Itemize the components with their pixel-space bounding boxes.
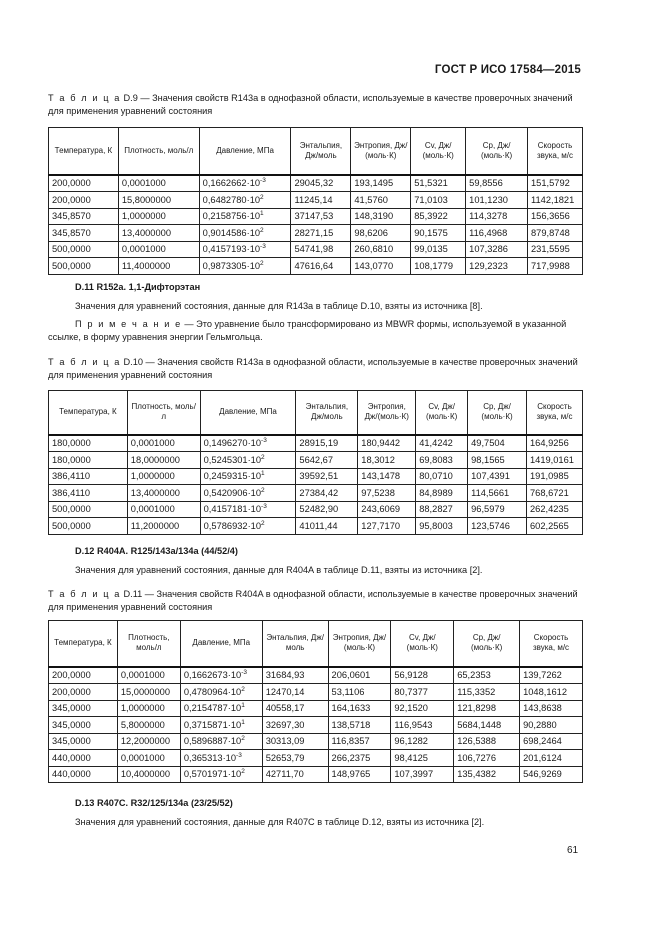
table-cell: 18,0000000 — [127, 452, 200, 469]
pressure-exponent: 2 — [261, 486, 265, 494]
note-label: П р и м е ч а н и е — [75, 319, 182, 329]
table-cell: 139,7262 — [520, 667, 583, 684]
table-cell: 11,2000000 — [127, 518, 200, 535]
table-cell: 164,1633 — [328, 700, 391, 717]
pressure-mantissa: 0,4157193·10 — [202, 244, 261, 255]
table-cell: 5684,1448 — [454, 717, 520, 734]
column-header: Плотность, моль/л — [117, 621, 180, 667]
table-cell: 47616,64 — [291, 258, 351, 275]
column-header: Температура, К — [49, 128, 119, 175]
table-cell: 143,1478 — [358, 468, 416, 485]
table-cell: 52482,90 — [296, 501, 358, 518]
table-cell: 41,5760 — [351, 192, 411, 209]
table-cell: 126,5388 — [454, 733, 520, 750]
column-header: Скорость звука, м/с — [528, 128, 583, 175]
table-d10-caption-text: D.10 — Значения свойств R143a в однофазной области, используемые в качестве проверочных значений для применения уравнений состояния — [48, 357, 578, 380]
table-cell: 37147,53 — [291, 208, 351, 225]
table-cell: 717,9988 — [528, 258, 583, 275]
note-text: — Это уравнение было трансформировано из MBWR формы, используемой в указанной ссылке, в форму уравнения энергии Гельмгольца. — [48, 319, 567, 342]
table-cell: 39592,51 — [296, 468, 358, 485]
table-cell: 88,2827 — [416, 501, 468, 518]
column-header: Cp, Дж/ (моль·К) — [468, 391, 527, 435]
table-cell: 95,8003 — [416, 518, 468, 535]
table-cell: 127,7170 — [358, 518, 416, 535]
column-header: Энтальпия, Дж/моль — [291, 128, 351, 175]
table-row — [49, 700, 583, 717]
table-cell: 440,0000 — [49, 766, 118, 783]
table-cell: 500,0000 — [49, 258, 119, 275]
standard-header: ГОСТ Р ИСО 17584—2015 — [434, 64, 581, 76]
pressure-mantissa: 0,5420906·10 — [203, 487, 262, 498]
table-cell: 98,6206 — [351, 225, 411, 242]
column-header: Скорость звука, м/с — [520, 621, 583, 667]
table-cell: 386,4110 — [49, 468, 128, 485]
table-row — [49, 468, 583, 485]
table-cell: 13,4000000 — [127, 485, 200, 502]
column-header: Давление, МПа — [180, 621, 262, 667]
table-cell: 41011,44 — [296, 518, 358, 535]
section-d11-title: D.11 R152a. 1,1-Дифторэтан — [75, 282, 201, 292]
pressure-mantissa: 0,9014586·10 — [202, 227, 261, 238]
table-row — [49, 717, 583, 734]
table-cell: 51,5321 — [411, 175, 466, 192]
table-d9-caption — [48, 92, 583, 117]
pressure-cell — [200, 485, 296, 502]
table-cell: 440,0000 — [49, 750, 118, 767]
column-header: Cp, Дж/ (моль·К) — [466, 128, 528, 175]
table-cell: 114,3278 — [466, 208, 528, 225]
table-cell: 180,0000 — [49, 452, 128, 469]
table-cell: 266,2375 — [328, 750, 391, 767]
table-cell: 15,0000000 — [117, 684, 180, 701]
table-row — [49, 452, 583, 469]
pressure-cell — [199, 175, 291, 192]
table-cell: 29045,32 — [291, 175, 351, 192]
table-cell: 191,0985 — [526, 468, 582, 485]
table-cell: 129,2323 — [466, 258, 528, 275]
table-cell: 193,1495 — [351, 175, 411, 192]
table-cell: 231,5595 — [528, 241, 583, 258]
table-row — [49, 485, 583, 502]
table-cell: 200,0000 — [49, 192, 119, 209]
pressure-cell — [180, 717, 262, 734]
table-cell: 108,1779 — [411, 258, 466, 275]
table-cell: 84,8989 — [416, 485, 468, 502]
table-row — [49, 258, 583, 275]
table-d10 — [48, 390, 583, 535]
table-cell: 698,2464 — [520, 733, 583, 750]
pressure-cell — [200, 518, 296, 535]
pressure-cell — [180, 667, 262, 684]
table-cell: 90,2880 — [520, 717, 583, 734]
pressure-cell — [200, 501, 296, 518]
table-cell: 148,9765 — [328, 766, 391, 783]
table-cell: 28915,19 — [296, 435, 358, 452]
table-cell: 41,4242 — [416, 435, 468, 452]
pressure-mantissa: 0,9873305·10 — [202, 260, 261, 271]
table-cell: 123,5746 — [468, 518, 527, 535]
pressure-exponent: 2 — [241, 735, 245, 743]
table-cell: 243,6069 — [358, 501, 416, 518]
table-cell: 85,3922 — [411, 208, 466, 225]
table-cell: 106,7276 — [454, 750, 520, 767]
table-cell: 345,8570 — [49, 208, 119, 225]
pressure-mantissa: 0,2459315·10 — [203, 471, 262, 482]
table-cell: 200,0000 — [49, 175, 119, 192]
pressure-mantissa: 0,3715871·10 — [183, 719, 242, 730]
pressure-cell — [199, 258, 291, 275]
table-cell: 5642,67 — [296, 452, 358, 469]
column-header: Cv, Дж/ (моль·К) — [391, 621, 454, 667]
column-header: Температура, К — [49, 621, 118, 667]
table-cell: 201,6124 — [520, 750, 583, 767]
table-cell: 500,0000 — [49, 518, 128, 535]
table-row — [49, 750, 583, 767]
table-row — [49, 241, 583, 258]
table-cell: 0,0001000 — [118, 241, 199, 258]
pressure-mantissa: 0,1662673·10 — [183, 670, 242, 681]
table-cell: 30313,09 — [262, 733, 328, 750]
table-cell: 206,0601 — [328, 667, 391, 684]
table-cell: 31684,93 — [262, 667, 328, 684]
table-cell: 143,0770 — [351, 258, 411, 275]
pressure-mantissa: 0,4157181·10 — [203, 504, 262, 515]
pressure-exponent: 2 — [260, 226, 264, 234]
pressure-cell — [180, 684, 262, 701]
pressure-cell — [180, 700, 262, 717]
table-cell: 200,0000 — [49, 684, 118, 701]
table-cell: 96,1282 — [391, 733, 454, 750]
pressure-exponent: -3 — [261, 503, 267, 511]
section-d12-text: Значения для уравнений состояния, данные для R404A в таблице D.11, взяты из источника [2]. — [75, 565, 483, 575]
table-d11-caption-text: D.11 — Значения свойств R404A в однофазной области, используемые в качестве проверочных значений для применения уравнений состояния — [48, 589, 578, 612]
table-cell: 18,3012 — [358, 452, 416, 469]
column-header: Энтропия, Дж/ (моль·К) — [328, 621, 391, 667]
table-cell: 345,0000 — [49, 717, 118, 734]
column-header: Плотность, моль/л — [118, 128, 199, 175]
table-cell: 71,0103 — [411, 192, 466, 209]
pressure-mantissa: 0,2154787·10 — [183, 703, 242, 714]
column-header: Энтальпия, Дж/моль — [262, 621, 328, 667]
column-header: Давление, МПа — [199, 128, 291, 175]
table-cell: 116,9543 — [391, 717, 454, 734]
table-d11 — [48, 620, 583, 783]
pressure-mantissa: 0,1662662·10 — [202, 178, 261, 189]
table-cell: 90,1575 — [411, 225, 466, 242]
pressure-mantissa: 0,1496270·10 — [203, 438, 262, 449]
table-cell: 5,8000000 — [117, 717, 180, 734]
table-cell: 80,0710 — [416, 468, 468, 485]
table-cell: 69,8083 — [416, 452, 468, 469]
pressure-exponent: -3 — [260, 243, 266, 251]
column-header: Температура, К — [49, 391, 128, 435]
table-cell: 27384,42 — [296, 485, 358, 502]
table-cell: 107,3286 — [466, 241, 528, 258]
pressure-cell — [180, 766, 262, 783]
table-cell: 0,0001000 — [127, 501, 200, 518]
table-d9-caption-label: Т а б л и ц а — [48, 93, 121, 103]
table-cell: 92,1520 — [391, 700, 454, 717]
table-cell: 115,3352 — [454, 684, 520, 701]
table-cell: 164,9256 — [526, 435, 582, 452]
column-header: Cv, Дж/ (моль·К) — [411, 128, 466, 175]
table-cell: 28271,15 — [291, 225, 351, 242]
table-cell: 101,1230 — [466, 192, 528, 209]
pressure-cell — [199, 241, 291, 258]
table-cell: 260,6810 — [351, 241, 411, 258]
table-cell: 200,0000 — [49, 667, 118, 684]
table-cell: 10,4000000 — [117, 766, 180, 783]
table-d10-caption — [48, 356, 583, 381]
pressure-exponent: 2 — [241, 768, 245, 776]
table-cell: 0,0001000 — [117, 750, 180, 767]
table-cell: 500,0000 — [49, 241, 119, 258]
table-cell: 156,3656 — [528, 208, 583, 225]
table-cell: 386,4110 — [49, 485, 128, 502]
pressure-mantissa: 0,5245301·10 — [203, 454, 262, 465]
section-d13-text: Значения для уравнений состояния, данные для R407C в таблице D.12, взяты из источника [2]. — [75, 817, 485, 827]
table-cell: 40558,17 — [262, 700, 328, 717]
pressure-cell — [199, 192, 291, 209]
table-cell: 768,6721 — [526, 485, 582, 502]
table-cell: 116,8357 — [328, 733, 391, 750]
table-cell: 0,0001000 — [118, 175, 199, 192]
table-cell: 11245,14 — [291, 192, 351, 209]
table-cell: 65,2353 — [454, 667, 520, 684]
column-header: Cv, Дж/ (моль·К) — [416, 391, 468, 435]
table-cell: 52653,79 — [262, 750, 328, 767]
pressure-exponent: 2 — [241, 685, 245, 693]
table-cell: 1,0000000 — [127, 468, 200, 485]
table-cell: 121,8298 — [454, 700, 520, 717]
table-cell: 12,2000000 — [117, 733, 180, 750]
table-cell: 11,4000000 — [118, 258, 199, 275]
pressure-exponent: 2 — [260, 193, 264, 201]
table-row — [49, 435, 583, 452]
pressure-exponent: -3 — [260, 177, 266, 185]
pressure-exponent: 1 — [241, 702, 245, 710]
pressure-cell — [200, 435, 296, 452]
table-cell: 97,5238 — [358, 485, 416, 502]
pressure-mantissa: 0,4780964·10 — [183, 686, 242, 697]
table-d9-caption-text: D.9 — Значения свойств R143a в однофазной области, используемые в качестве проверочных значений для применения уравнений состояния — [48, 93, 573, 116]
table-row — [49, 667, 583, 684]
table-cell: 59,8556 — [466, 175, 528, 192]
table-row — [49, 684, 583, 701]
table-cell: 546,9269 — [520, 766, 583, 783]
pressure-exponent: 2 — [261, 519, 265, 527]
pressure-exponent: 2 — [260, 259, 264, 267]
table-cell: 180,9442 — [358, 435, 416, 452]
table-cell: 148,3190 — [351, 208, 411, 225]
table-cell: 42711,70 — [262, 766, 328, 783]
table-cell: 13,4000000 — [118, 225, 199, 242]
table-row — [49, 518, 583, 535]
table-d9 — [48, 127, 583, 275]
page-number: 61 — [567, 845, 579, 856]
table-cell: 602,2565 — [526, 518, 582, 535]
table-cell: 53,1106 — [328, 684, 391, 701]
section-d12-title: D.12 R404A. R125/143a/134a (44/52/4) — [75, 546, 238, 556]
table-cell: 138,5718 — [328, 717, 391, 734]
table-cell: 80,7377 — [391, 684, 454, 701]
table-row — [49, 766, 583, 783]
table-d10-caption-label: Т а б л и ц а — [48, 357, 121, 367]
pressure-mantissa: 0,365313·10 — [183, 752, 237, 763]
table-cell: 1419,0161 — [526, 452, 582, 469]
pressure-exponent: 2 — [261, 453, 265, 461]
pressure-exponent: -3 — [261, 437, 267, 445]
column-header: Энтропия, Дж/ (моль·К) — [351, 128, 411, 175]
table-row — [49, 225, 583, 242]
table-cell: 135,4382 — [454, 766, 520, 783]
table-cell: 345,8570 — [49, 225, 119, 242]
column-header: Энтропия, Дж/(моль·К) — [358, 391, 416, 435]
table-cell: 12470,14 — [262, 684, 328, 701]
table-cell: 143,8638 — [520, 700, 583, 717]
table-cell: 345,0000 — [49, 733, 118, 750]
table-cell: 262,4235 — [526, 501, 582, 518]
table-cell: 49,7504 — [468, 435, 527, 452]
pressure-cell — [200, 452, 296, 469]
table-cell: 107,3997 — [391, 766, 454, 783]
pressure-mantissa: 0,5896887·10 — [183, 736, 242, 747]
table-cell: 180,0000 — [49, 435, 128, 452]
table-d11-caption — [48, 588, 583, 613]
table-cell: 56,9128 — [391, 667, 454, 684]
table-cell: 99,0135 — [411, 241, 466, 258]
table-cell: 879,8748 — [528, 225, 583, 242]
column-header: Энтальпия, Дж/моль — [296, 391, 358, 435]
pressure-cell — [200, 468, 296, 485]
pressure-cell — [180, 750, 262, 767]
pressure-cell — [199, 208, 291, 225]
column-header: Cp, Дж/ (моль·К) — [454, 621, 520, 667]
section-d13-title: D.13 R407C. R32/125/134a (23/25/52) — [75, 798, 233, 808]
column-header: Давление, МПа — [200, 391, 296, 435]
table-cell: 0,0001000 — [117, 667, 180, 684]
pressure-exponent: -3 — [241, 669, 247, 677]
pressure-cell — [199, 225, 291, 242]
table-cell: 500,0000 — [49, 501, 128, 518]
column-header: Плотность, моль/л — [127, 391, 200, 435]
table-cell: 1,0000000 — [118, 208, 199, 225]
pressure-exponent: -3 — [236, 751, 242, 759]
table-cell: 107,4391 — [468, 468, 527, 485]
table-cell: 0,0001000 — [127, 435, 200, 452]
pressure-mantissa: 0,6482780·10 — [202, 194, 261, 205]
pressure-cell — [180, 733, 262, 750]
table-d11-caption-label: Т а б л и ц а — [48, 589, 121, 599]
pressure-mantissa: 0,5701971·10 — [183, 769, 242, 780]
table-row — [49, 733, 583, 750]
pressure-mantissa: 0,2158756·10 — [202, 211, 261, 222]
table-row — [49, 192, 583, 209]
column-header: Скорость звука, м/с — [526, 391, 582, 435]
table-cell: 32697,30 — [262, 717, 328, 734]
pressure-mantissa: 0,5786932·10 — [203, 520, 262, 531]
pressure-exponent: 1 — [260, 210, 264, 218]
table-cell: 54741,98 — [291, 241, 351, 258]
table-cell: 345,0000 — [49, 700, 118, 717]
table-cell: 116,4968 — [466, 225, 528, 242]
table-cell: 1,0000000 — [117, 700, 180, 717]
section-d11-text: Значения для уравнений состояния, данные для R143a в таблице D.10, взяты из источника [8]. — [75, 301, 483, 311]
table-row — [49, 501, 583, 518]
table-row — [49, 175, 583, 192]
table-cell: 1142,1821 — [528, 192, 583, 209]
pressure-exponent: 1 — [261, 470, 265, 478]
table-cell: 98,1565 — [468, 452, 527, 469]
pressure-exponent: 1 — [241, 718, 245, 726]
table-cell: 98,4125 — [391, 750, 454, 767]
table-cell: 96,5979 — [468, 501, 527, 518]
table-cell: 15,8000000 — [118, 192, 199, 209]
section-d11-note — [48, 318, 583, 344]
table-cell: 114,5661 — [468, 485, 527, 502]
table-cell: 1048,1612 — [520, 684, 583, 701]
table-row — [49, 208, 583, 225]
table-cell: 151,5792 — [528, 175, 583, 192]
